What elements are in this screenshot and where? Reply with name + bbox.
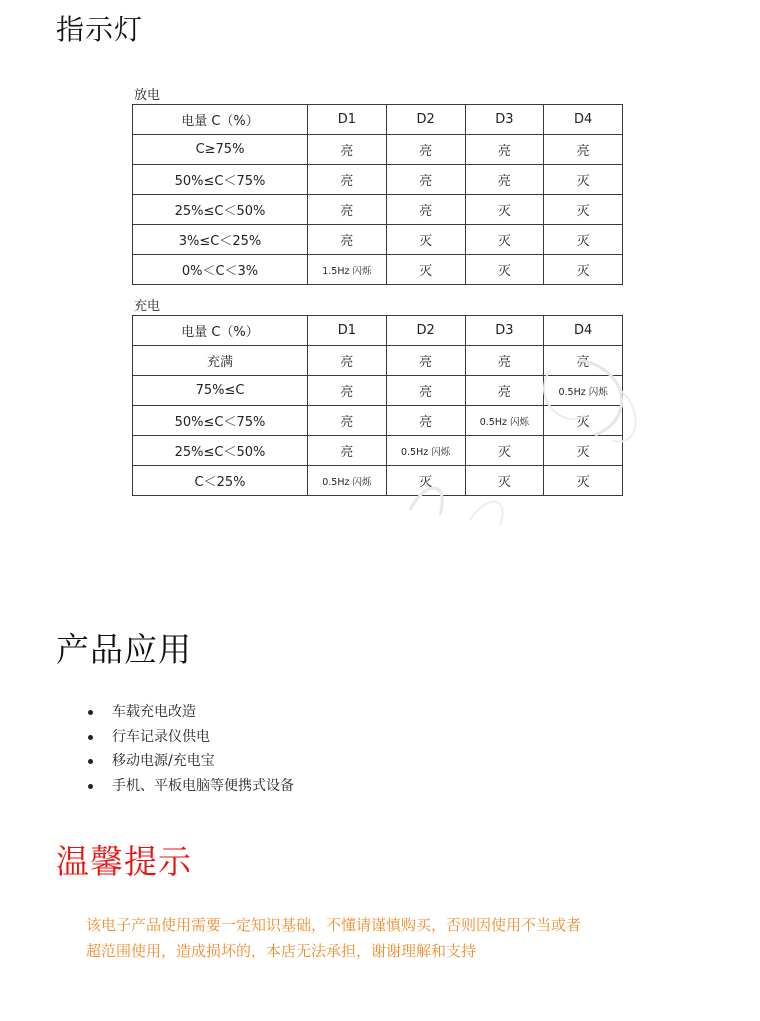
led-state-cell: 灭 bbox=[544, 165, 623, 195]
led-state-cell: 灭 bbox=[544, 255, 623, 285]
led-state-cell: 亮 bbox=[465, 346, 544, 376]
led-state-cell: 灭 bbox=[465, 436, 544, 466]
led-state-cell: 亮 bbox=[465, 376, 544, 406]
led-state-cell: 亮 bbox=[386, 165, 465, 195]
notice-line-2: 超范围使用，造成损坏的，本店无法承担，谢谢理解和支持 bbox=[86, 942, 477, 960]
table-row bbox=[133, 255, 623, 285]
led-state-cell: 灭 bbox=[544, 466, 623, 496]
led-state-cell: 亮 bbox=[308, 346, 387, 376]
led-state-cell: 亮 bbox=[308, 225, 387, 255]
table-header-cell: D4 bbox=[544, 316, 623, 346]
list-item: 手机、平板电脑等便携式设备 bbox=[88, 774, 294, 799]
led-state-cell: 亮 bbox=[308, 135, 387, 165]
led-state-cell: 灭 bbox=[465, 195, 544, 225]
charge-level-cell: 0%＜C＜3% bbox=[133, 255, 308, 285]
application-section-title: 产品应用 bbox=[56, 630, 192, 669]
table-header-cell: 电量 C（%） bbox=[133, 316, 308, 346]
discharge-table bbox=[132, 104, 623, 285]
notice-line-1: 该电子产品使用需要一定知识基础，不懂请谨慎购买，否则因使用不当或者 bbox=[86, 916, 582, 934]
table-header-row bbox=[133, 105, 623, 135]
table-row bbox=[133, 195, 623, 225]
bullet-icon bbox=[88, 710, 93, 715]
led-state-cell: 1.5Hz 闪烁 bbox=[308, 255, 387, 285]
led-state-cell: 亮 bbox=[386, 195, 465, 225]
application-list bbox=[88, 700, 294, 798]
led-state-cell: 灭 bbox=[386, 255, 465, 285]
led-state-cell: 亮 bbox=[308, 376, 387, 406]
table-header-cell: D2 bbox=[386, 316, 465, 346]
led-state-cell: 灭 bbox=[465, 466, 544, 496]
led-state-cell: 灭 bbox=[544, 406, 623, 436]
led-state-cell: 0.5Hz 闪烁 bbox=[308, 466, 387, 496]
led-state-cell: 灭 bbox=[544, 436, 623, 466]
table-header-cell: D4 bbox=[544, 105, 623, 135]
discharge-caption: 放电 bbox=[134, 88, 161, 103]
led-state-cell: 亮 bbox=[386, 406, 465, 436]
indicator-section-title: 指示灯 bbox=[56, 13, 144, 46]
list-item: 行车记录仪供电 bbox=[88, 725, 294, 750]
charge-caption: 充电 bbox=[134, 299, 161, 314]
led-state-cell: 亮 bbox=[544, 346, 623, 376]
bullet-icon bbox=[88, 735, 93, 740]
table-row bbox=[133, 165, 623, 195]
bullet-icon bbox=[88, 759, 93, 764]
led-state-cell: 灭 bbox=[465, 255, 544, 285]
led-state-cell: 灭 bbox=[544, 225, 623, 255]
led-state-cell: 亮 bbox=[308, 165, 387, 195]
led-state-cell: 灭 bbox=[544, 195, 623, 225]
charge-level-cell: 3%≤C＜25% bbox=[133, 225, 308, 255]
led-state-cell: 灭 bbox=[465, 225, 544, 255]
charge-level-cell: C≥75% bbox=[133, 135, 308, 165]
charge-level-cell: 50%≤C＜75% bbox=[133, 165, 308, 195]
table-header-cell: D2 bbox=[386, 105, 465, 135]
led-state-cell: 灭 bbox=[386, 225, 465, 255]
charge-level-cell: 75%≤C bbox=[133, 376, 308, 406]
led-state-cell: 亮 bbox=[465, 135, 544, 165]
led-state-cell: 0.5Hz 闪烁 bbox=[544, 376, 623, 406]
led-state-cell: 亮 bbox=[308, 195, 387, 225]
charge-level-cell: 25%≤C＜50% bbox=[133, 436, 308, 466]
led-state-cell: 亮 bbox=[544, 135, 623, 165]
table-header-cell: D3 bbox=[465, 105, 544, 135]
led-state-cell: 灭 bbox=[386, 466, 465, 496]
tip-section-title: 温馨提示 bbox=[56, 842, 192, 881]
charge-level-cell: 50%≤C＜75% bbox=[133, 406, 308, 436]
led-state-cell: 亮 bbox=[386, 376, 465, 406]
table-header-cell: D1 bbox=[308, 316, 387, 346]
led-state-cell: 亮 bbox=[308, 436, 387, 466]
bullet-icon bbox=[88, 784, 93, 789]
watermark-decoration bbox=[380, 330, 640, 530]
led-state-cell: 亮 bbox=[386, 135, 465, 165]
list-item: 车载充电改造 bbox=[88, 700, 294, 725]
led-state-cell: 0.5Hz 闪烁 bbox=[386, 436, 465, 466]
charge-level-cell: 充满 bbox=[133, 346, 308, 376]
charge-level-cell: 25%≤C＜50% bbox=[133, 195, 308, 225]
led-state-cell: 亮 bbox=[465, 165, 544, 195]
table-header-cell: D3 bbox=[465, 316, 544, 346]
led-state-cell: 亮 bbox=[308, 406, 387, 436]
led-state-cell: 亮 bbox=[386, 346, 465, 376]
table-header-cell: 电量 C（%） bbox=[133, 105, 308, 135]
notice-text bbox=[86, 912, 726, 964]
charge-level-cell: C＜25% bbox=[133, 466, 308, 496]
table-row bbox=[133, 225, 623, 255]
table-row bbox=[133, 135, 623, 165]
list-item: 移动电源/充电宝 bbox=[88, 749, 294, 774]
table-header-cell: D1 bbox=[308, 105, 387, 135]
led-state-cell: 0.5Hz 闪烁 bbox=[465, 406, 544, 436]
